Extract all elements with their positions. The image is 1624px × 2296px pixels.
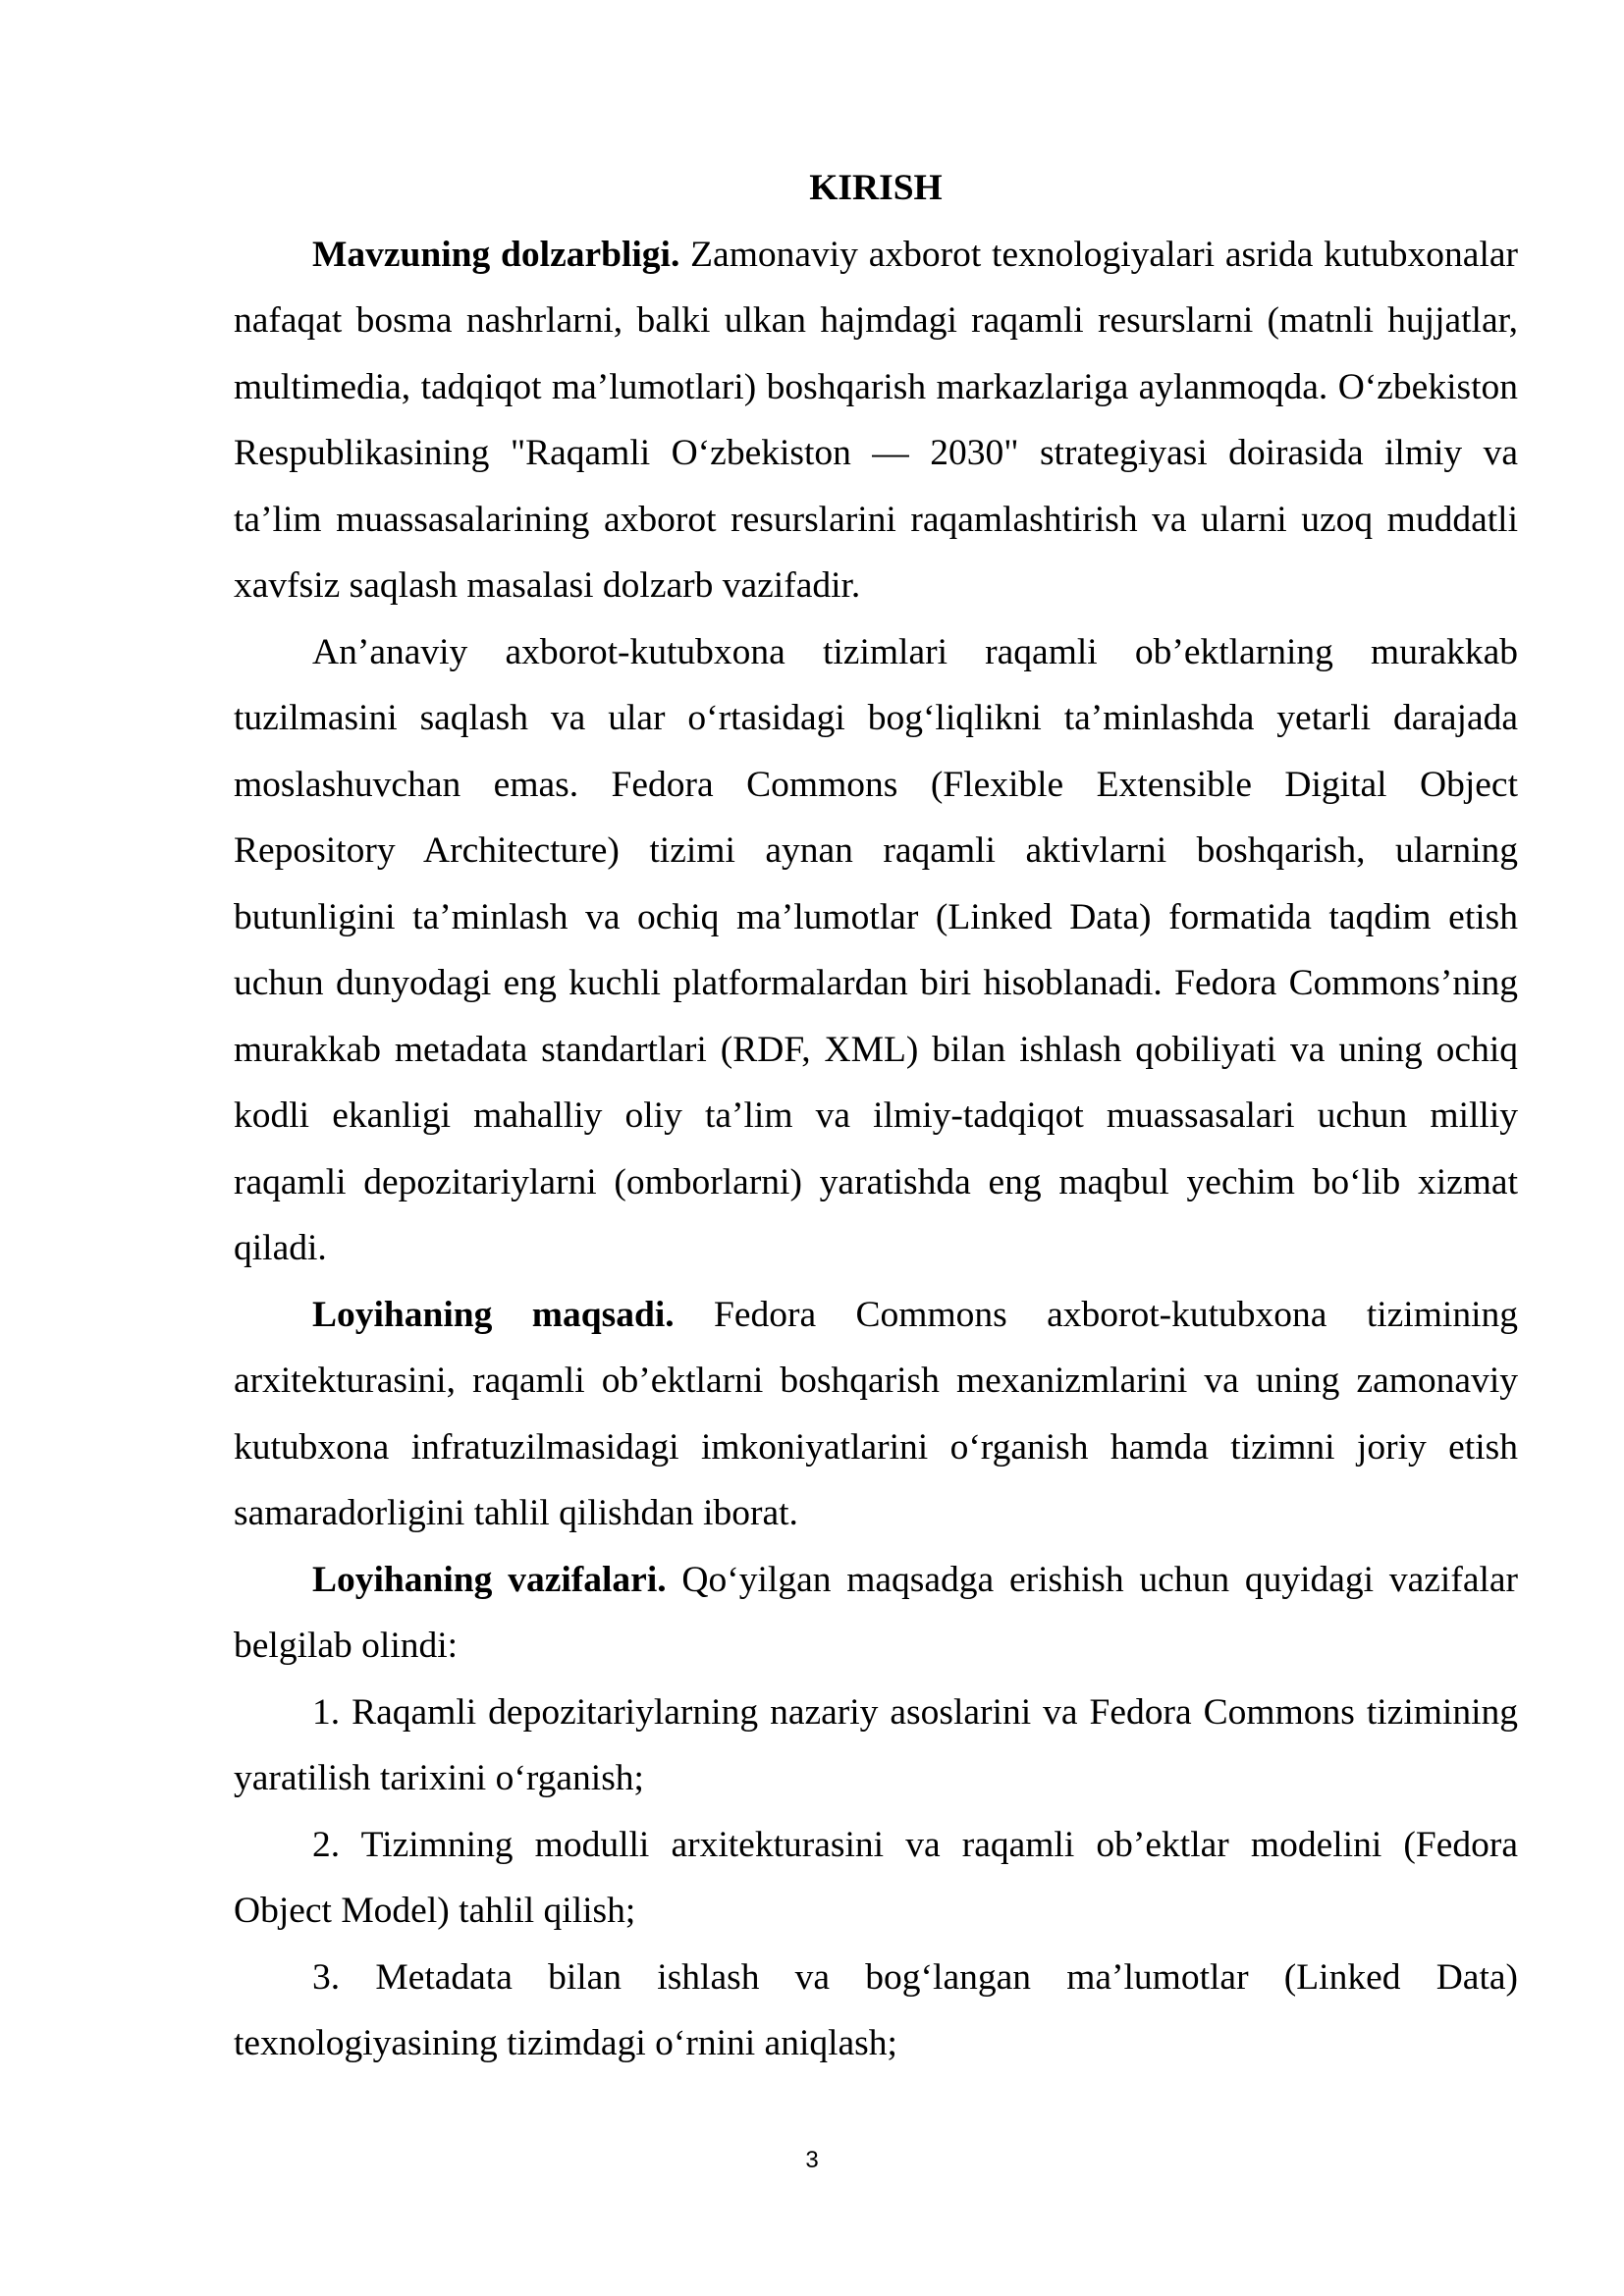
paragraph-project-tasks xyxy=(234,1547,1518,1680)
page-title: KIRISH xyxy=(809,168,943,208)
paragraph-project-goal xyxy=(234,1282,1518,1547)
task-item-3 xyxy=(234,1945,1518,2077)
paragraph-relevance xyxy=(234,222,1518,619)
page-body xyxy=(234,155,1518,2077)
task-item-1 xyxy=(234,1680,1518,1812)
task-text: 1. Raqamli depozitariylarning nazariy asoslarini va Fedora Commons tizimining yaratilish tarixini o‘rganish; xyxy=(234,1691,1518,1798)
task-text: 2. Tizimning modulli arxitekturasini va raqamli ob’ektlar modelini (Fedora Object Model) tahlil qilish; xyxy=(234,1824,1518,1931)
paragraph-text: Qo‘yilgan maqsadga erishish uchun quyidagi vazifalar belgilab olindi: xyxy=(234,1559,1519,1666)
paragraph-text: Zamonaviy axborot texnologiyalari asrida kutubxonalar nafaqat bosma nashrlarni, balki ulkan hajmdagi raqamli resurslarni (matnli hujjatlar, multimedia, tadqiqot ma’lumotlari) boshqarish markazlariga aylanmoqda. O‘zbekiston Respublikasining "Raqamli O‘zbekiston — 2030" strategiyasi doirasida ilmiy va ta’lim muassasalarining axborot resurslarini raqamlashtirish va ularni uzoq muddatli xavfsiz saqlash masalasi dolzarb vazifadir. xyxy=(234,234,1519,606)
paragraph-text: An’anaviy axborot-kutubxona tizimlari raqamli ob’ektlarning murakkab tuzilmasini saqlash va ular o‘rtasidagi bog‘liqlikni ta’minlashda yetarli darajada moslashuvchan emas. Fedora Commons (Flexible Extensible Digital Object Repository Architecture) tizimi aynan raqamli aktivlarni boshqarish, ularning butunligini ta’minlash va ochiq ma’lumotlar (Linked Data) formatida taqdim etish uchun dunyodagi eng kuchli platformalardan biri hisoblanadi. Fedora Commons’ning murakkab metadata standartlari (RDF, XML) bilan ishlash qobiliyati va uning ochiq kodli ekanligi mahalliy oliy ta’lim va ilmiy-tadqiqot muassasalari uchun milliy raqamli depozitariylarni (omborlarni) yaratishda eng maqbul yechim bo‘lib xizmat qiladi. xyxy=(234,631,1518,1268)
paragraph-text: Fedora Commons axborot-kutubxona tizimining arxitekturasini, raqamli ob’ektlarni boshqarish mexanizmlarini va uning zamonaviy kutubxona infratuzilmasidagi imkoniyatlarini o‘rganish hamda tizimni joriy etish samaradorligini tahlil qilishdan iborat. xyxy=(234,1294,1518,1533)
task-item-2 xyxy=(234,1812,1518,1945)
paragraph-fedora-overview xyxy=(234,619,1518,1282)
paragraph-lead: Mavzuning dolzarbligi. xyxy=(312,234,680,275)
page-number: 3 xyxy=(805,2147,819,2173)
paragraph-lead: Loyihaning maqsadi. xyxy=(312,1294,675,1335)
task-text: 3. Metadata bilan ishlash va bog‘langan ma’lumotlar (Linked Data) texnologiyasining tizimdagi o‘rnini aniqlash; xyxy=(234,1956,1518,2063)
paragraph-lead: Loyihaning vazifalari. xyxy=(312,1559,667,1600)
